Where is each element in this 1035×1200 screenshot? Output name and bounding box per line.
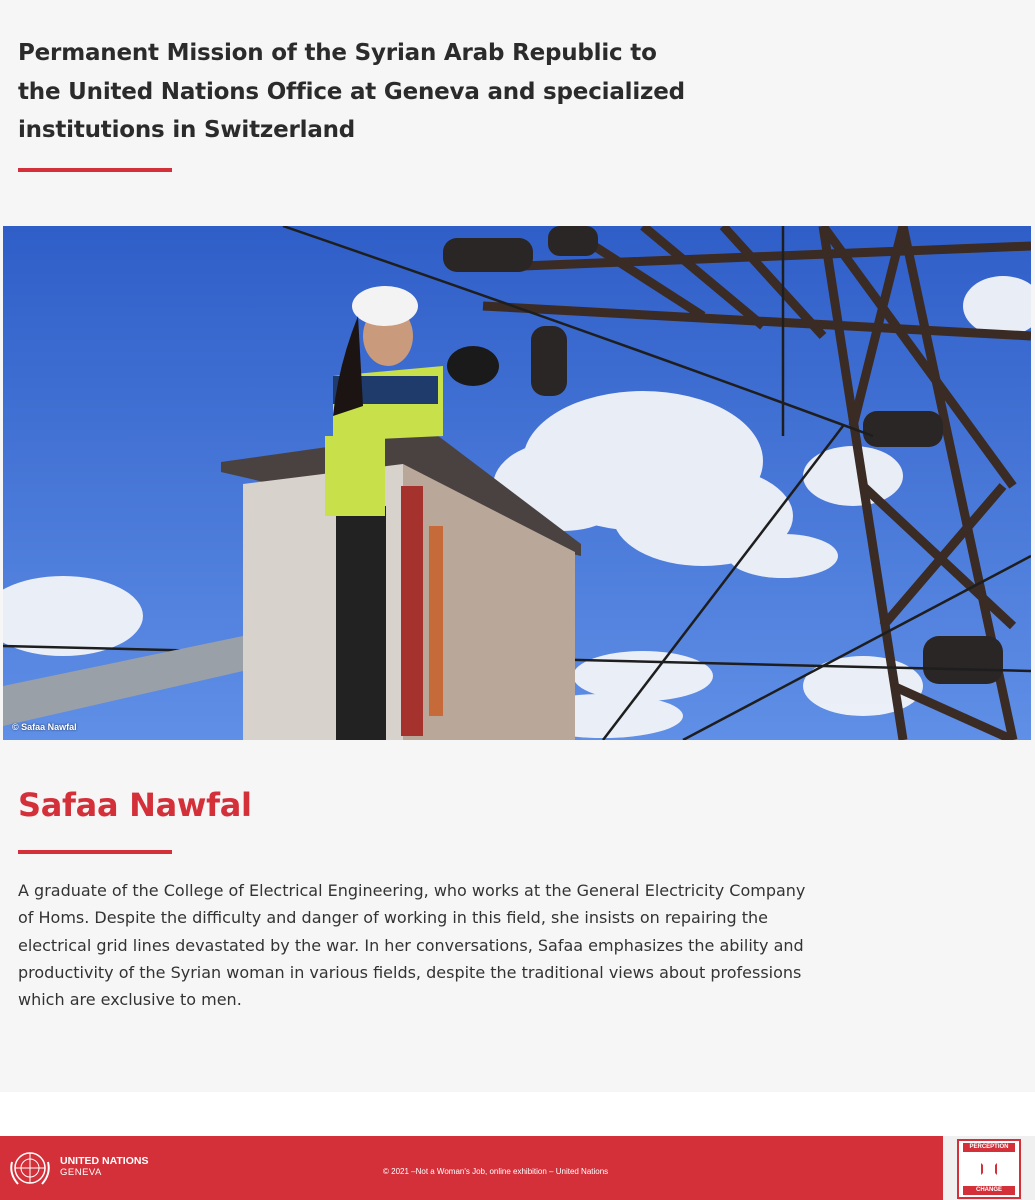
perception-change-logo[interactable] xyxy=(943,1136,1035,1200)
perception-change-badge xyxy=(957,1139,1021,1199)
title-line-2: the United Nations Office at Geneva and specialized xyxy=(18,78,685,105)
footer xyxy=(0,1136,1035,1200)
photo-illustration xyxy=(3,226,1031,740)
un-emblem-icon[interactable] xyxy=(6,1144,54,1192)
page-title xyxy=(18,34,698,150)
page-header xyxy=(18,34,698,150)
title-line-3: institutions in Switzerland xyxy=(18,117,356,143)
featured-photo xyxy=(3,226,1031,740)
title-line-1: Permanent Mission of the Syrian Arab Republic to xyxy=(18,40,657,66)
profile-bio: A graduate of the College of Electrical Engineering, who works at the General Electricity Company of Homs. Despite the difficulty and danger of working in this field, she insists on repairing the electrical grid lines devastated by the war. In her conversations, Safaa emphasizes the ability and productivity of the Syrian woman in various fields, despite the traditional views about professions which are exclusive to men. xyxy=(18,881,806,1010)
title-underline xyxy=(18,168,172,172)
badge-label-top: PERCEPTION xyxy=(963,1143,1015,1152)
footer-spacer xyxy=(0,1092,1035,1136)
copyright-text: © 2021 –Not a Woman's Job, online exhibition – United Nations xyxy=(383,1167,609,1176)
un-wordmark[interactable] xyxy=(60,1156,148,1178)
badge-label-bottom: CHANGE xyxy=(963,1186,1015,1195)
name-underline xyxy=(18,850,172,854)
profile-name: Safaa Nawfal xyxy=(18,786,252,824)
org-name: UNITED NATIONS xyxy=(60,1155,149,1167)
photo-credit: © Safaa Nawfal xyxy=(12,722,77,732)
bracket-icon xyxy=(981,1163,997,1175)
org-location: GENEVA xyxy=(60,1167,102,1178)
